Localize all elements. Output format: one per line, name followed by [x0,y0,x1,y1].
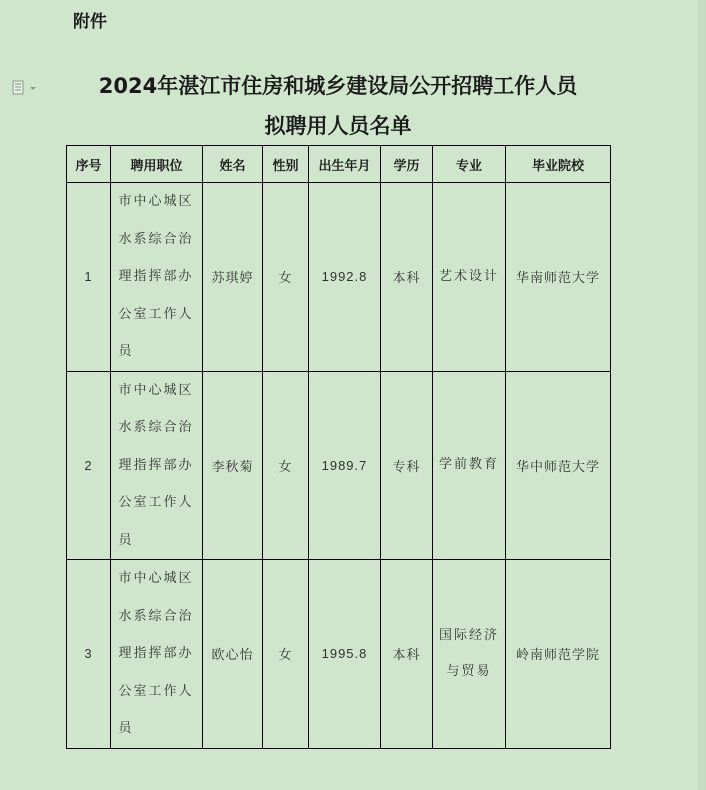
cell-education: 本科 [381,183,433,372]
cell-position [111,371,203,560]
header-cell: 性别 [263,146,309,183]
attachment-label: 附件 [73,12,107,32]
cell-education: 本科 [381,560,433,749]
cell-school: 华中师范大学 [506,371,611,560]
header-cell: 毕业院校 [506,146,611,183]
major-text: 艺术设计 [439,268,500,284]
cell-gender: 女 [263,371,309,560]
cell-major [433,371,506,560]
table-row [67,560,611,749]
cell-no: 3 [67,560,111,749]
cell-no: 1 [67,183,111,372]
header-cell: 出生年月 [309,146,381,183]
cell-major [433,560,506,749]
cell-name: 欧心怡 [203,560,263,749]
table-row [67,183,611,372]
cell-gender: 女 [263,183,309,372]
header-cell: 序号 [67,146,111,183]
cell-school: 华南师范大学 [506,183,611,372]
position-text: 市中心城区水系综合治理指挥部办公室工作人员 [118,194,194,359]
hire-list-table [66,145,611,749]
position-text: 市中心城区水系综合治理指挥部办公室工作人员 [118,571,194,736]
cell-education: 专科 [381,371,433,560]
cell-school: 岭南师范学院 [506,560,611,749]
table-row [67,371,611,560]
cell-name: 苏琪婷 [203,183,263,372]
header-cell: 姓名 [203,146,263,183]
document-title: 2024年湛江市住房和城乡建设局公开招聘工作人员 [98,74,578,98]
document-subtitle: 拟聘用人员名单 [264,114,412,138]
table-header-row [67,146,611,183]
cell-birth: 1989.7 [309,371,381,560]
cell-major [433,183,506,372]
cell-position [111,183,203,372]
right-scroll-strip [698,0,706,790]
major-text: 国际经济与贸易 [439,627,500,679]
cell-birth: 1992.8 [309,183,381,372]
cell-name: 李秋菊 [203,371,263,560]
position-text: 市中心城区水系综合治理指挥部办公室工作人员 [118,382,194,548]
cell-gender: 女 [263,560,309,749]
header-cell: 学历 [381,146,433,183]
header-cell: 聘用职位 [111,146,203,183]
major-text: 学前教育 [439,457,500,473]
cell-birth: 1995.8 [309,560,381,749]
cell-position [111,560,203,749]
header-cell: 专业 [433,146,506,183]
cell-no: 2 [67,371,111,560]
